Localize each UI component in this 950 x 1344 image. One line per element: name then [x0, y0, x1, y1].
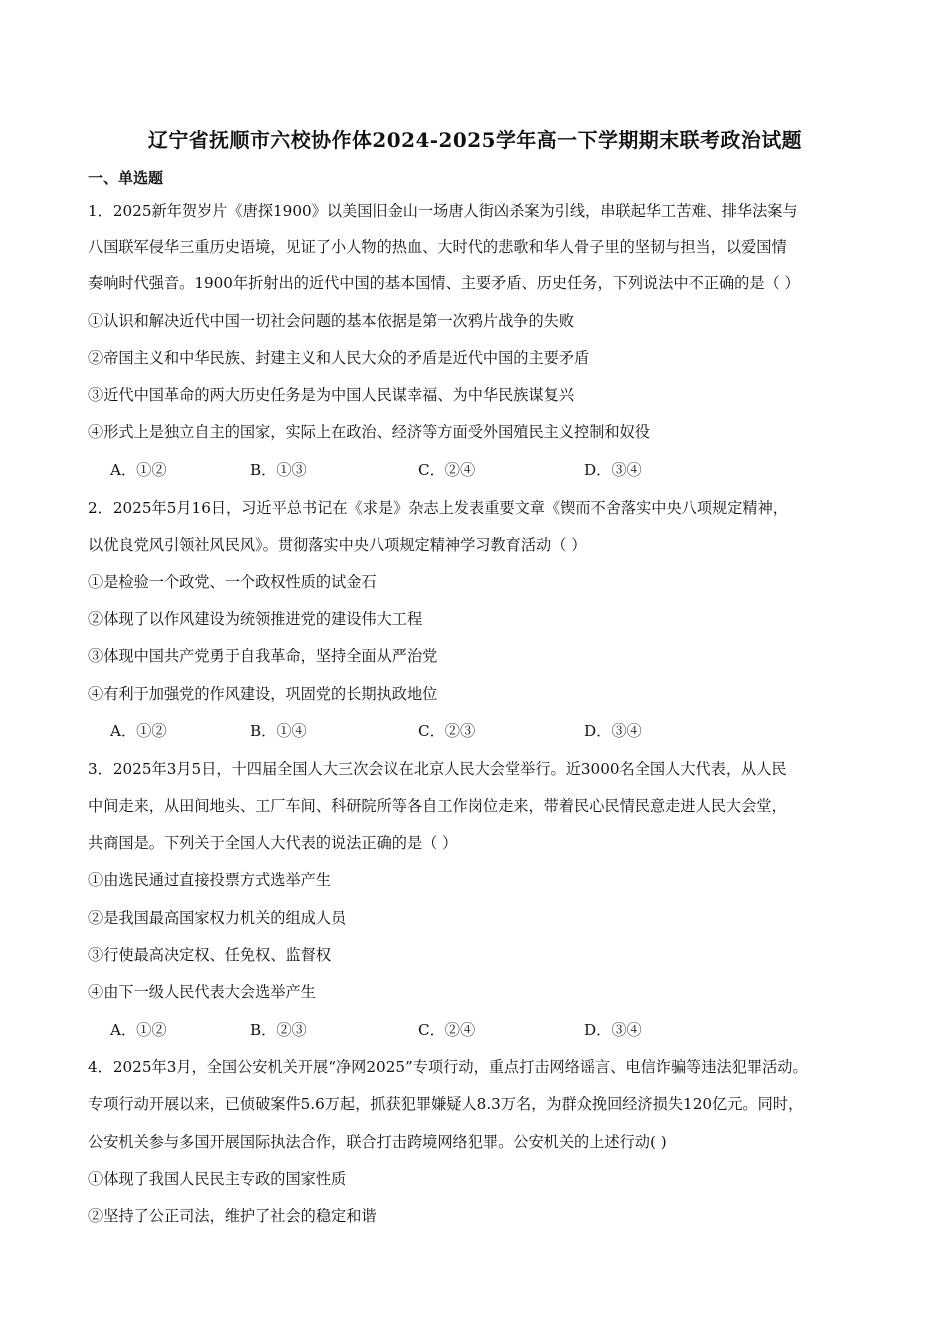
option-b[interactable]: B．①③	[250, 461, 307, 479]
question-2-item: ④有利于加强党的作风建设，巩固党的长期执政地位	[88, 685, 438, 703]
option-d[interactable]: D．③④	[584, 1021, 642, 1039]
option-b[interactable]: B．②③	[250, 1021, 307, 1039]
question-3-options	[110, 1019, 870, 1041]
question-4-stem-line: 公安机关参与多国开展国际执法合作，联合打击跨境网络犯罪。公安机关的上述行动( )	[88, 1133, 667, 1151]
question-1-item: ④形式上是独立自主的国家，实际上在政治、经济等方面受外国殖民主义控制和奴役	[88, 423, 650, 441]
question-3-stem-line: 中间走来，从田间地头、工厂车间、科研院所等各自工作岗位走来，带着民心民情民意走进人民大会堂，	[88, 797, 787, 815]
option-b[interactable]: B．①④	[250, 722, 307, 740]
question-1-stem-line: 八国联军侵华三重历史语境，见证了小人物的热血、大时代的悲歌和华人骨子里的坚韧与担当，以爱国情	[88, 238, 787, 256]
question-2-stem-line: 2．2025年5月16日，习近平总书记在《求是》杂志上发表重要文章《锲而不舍落实中央八项规定精神，	[88, 499, 788, 517]
question-3-stem-line: 共商国是。下列关于全国人大代表的说法正确的是（ ）	[88, 834, 458, 852]
question-2-options	[110, 720, 870, 742]
exam-title: 辽宁省抚顺市六校协作体2024-2025学年高一下学期期末联考政治试题	[147, 128, 803, 152]
question-4-item: ②坚持了公正司法，维护了社会的稳定和谐	[88, 1207, 377, 1225]
question-2-item: ①是检验一个政党、一个政权性质的试金石	[88, 573, 377, 591]
question-1-item: ②帝国主义和中华民族、封建主义和人民大众的矛盾是近代中国的主要矛盾	[88, 349, 590, 367]
question-3-item: ④由下一级人民代表大会选举产生	[88, 983, 316, 1001]
question-3-item: ①由选民通过直接投票方式选举产生	[88, 871, 331, 889]
option-d[interactable]: D．③④	[584, 461, 642, 479]
option-a[interactable]: A．①②	[110, 1021, 167, 1039]
option-a[interactable]: A．①②	[110, 461, 167, 479]
question-3-item: ③行使最高决定权、任免权、监督权	[88, 946, 331, 964]
question-2-item: ③体现中国共产党勇于自我革命，坚持全面从严治党	[88, 647, 438, 665]
section-heading: 一、单选题	[88, 169, 164, 187]
question-3-item: ②是我国最高国家权力机关的组成人员	[88, 909, 347, 927]
question-4-item: ①体现了我国人民民主专政的国家性质	[88, 1170, 347, 1188]
option-c[interactable]: C．②③	[418, 722, 476, 740]
question-2-item: ②体现了以作风建设为统领推进党的建设伟大工程	[88, 610, 423, 628]
question-1-stem-line: 1．2025新年贺岁片《唐探1900》以美国旧金山一场唐人街凶杀案为引线，串联起华工苦难、排华法案与	[88, 202, 798, 220]
question-4-stem-line: 4．2025年3月，全国公安机关开展“净网2025”专项行动，重点打击网络谣言、电信诈骗等违法犯罪活动。	[88, 1058, 808, 1076]
question-4-stem-line: 专项行动开展以来，已侦破案件5.6万起，抓获犯罪嫌疑人8.3万名，为群众挽回经济损失120亿元。同时，	[88, 1095, 804, 1113]
question-1-item: ③近代中国革命的两大历史任务是为中国人民谋幸福、为中华民族谋复兴	[88, 386, 574, 404]
option-c[interactable]: C．②④	[418, 461, 476, 479]
option-a[interactable]: A．①②	[110, 722, 167, 740]
option-c[interactable]: C．②④	[418, 1021, 476, 1039]
question-2-stem-line: 以优良党风引领社风民风》。贯彻落实中央八项规定精神学习教育活动（ ）	[88, 536, 587, 554]
question-1-options	[110, 459, 870, 481]
question-1-item: ①认识和解决近代中国一切社会问题的基本依据是第一次鸦片战争的失败	[88, 312, 574, 330]
option-d[interactable]: D．③④	[584, 722, 642, 740]
question-1-stem-line: 奏响时代强音。1900年折射出的近代中国的基本国情、主要矛盾、历史任务，下列说法中不正确的是（ ）	[88, 274, 800, 292]
question-3-stem-line: 3．2025年3月5日，十四届全国人大三次会议在北京人民大会堂举行。近3000名全国人大代表，从人民	[88, 760, 787, 778]
